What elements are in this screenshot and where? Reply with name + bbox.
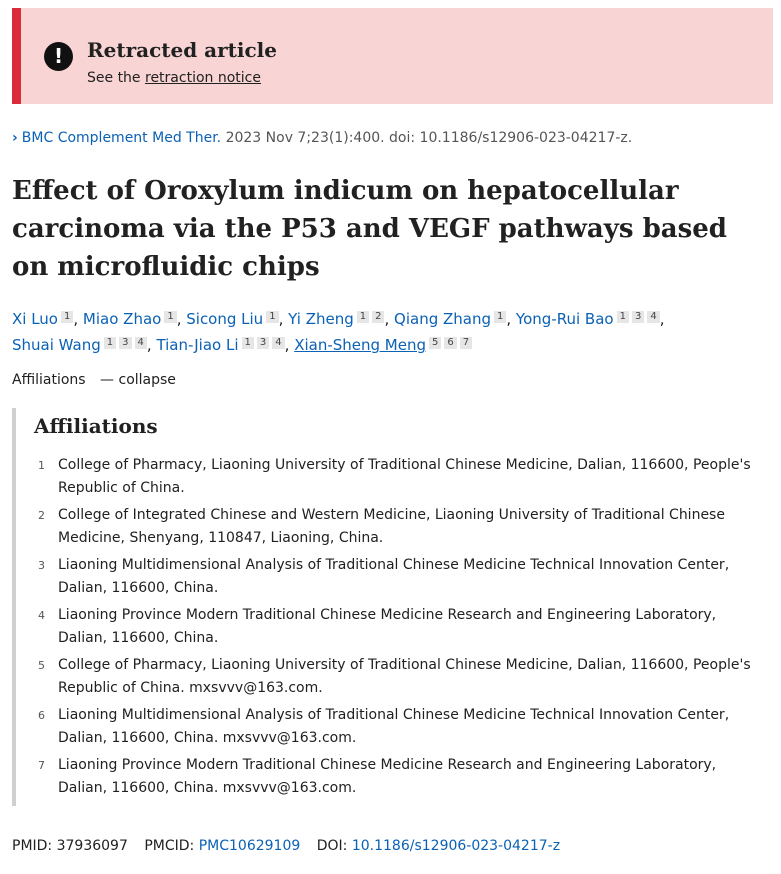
- affiliation-text: College of Pharmacy, Liaoning University of Traditional Chinese Medicine, Dalian, 116600, People's Republic of China. mxsvvv@163.com.: [58, 657, 751, 696]
- affiliation-number[interactable]: 4: [647, 311, 659, 323]
- journal-link[interactable]: BMC Complement Med Ther.: [21, 130, 222, 146]
- list-item: [38, 754, 768, 800]
- affiliation-number[interactable]: 1: [61, 311, 73, 323]
- list-item: [38, 504, 768, 550]
- affiliation-index: 2: [38, 509, 45, 522]
- retraction-banner: [12, 8, 773, 104]
- affiliation-number[interactable]: 1: [617, 311, 629, 323]
- list-item: [38, 704, 768, 750]
- pmcid-link[interactable]: PMC10629109: [198, 838, 301, 854]
- citation-details: 2023 Nov 7;23(1):400. doi: 10.1186/s12906-023-04217-z.: [221, 130, 633, 146]
- affiliation-number[interactable]: 5: [429, 337, 441, 349]
- affiliations-toggle-label: Affiliations: [12, 372, 86, 388]
- affiliation-index: 3: [38, 559, 45, 572]
- affiliation-index: 4: [38, 609, 45, 622]
- citation-line: [12, 130, 632, 146]
- affiliations-toggle[interactable]: [12, 372, 176, 388]
- affiliation-number[interactable]: 1: [266, 311, 278, 323]
- author-link[interactable]: Xi Luo: [12, 310, 58, 328]
- affiliation-index: 6: [38, 709, 45, 722]
- affiliation-text: College of Integrated Chinese and Western Medicine, Liaoning University of Traditional Chinese Medicine, Shenyang, 110847, Liaoning, China.: [58, 507, 725, 546]
- author-link[interactable]: Xian-Sheng Meng: [294, 336, 426, 354]
- affiliation-number[interactable]: 3: [632, 311, 644, 323]
- retraction-notice-link[interactable]: retraction notice: [145, 70, 261, 86]
- affiliation-number[interactable]: 1: [164, 311, 176, 323]
- affiliation-number[interactable]: 4: [272, 337, 284, 349]
- pmcid-label: PMCID:: [144, 838, 195, 854]
- affiliation-number[interactable]: 6: [444, 337, 456, 349]
- list-item: [38, 604, 768, 650]
- author-link[interactable]: Yi Zheng: [288, 310, 354, 328]
- pmid-value: 37936097: [56, 838, 128, 854]
- affiliation-number[interactable]: 3: [257, 337, 269, 349]
- identifier-line: [12, 838, 560, 854]
- pmid-label: PMID:: [12, 838, 53, 854]
- doi-label: DOI:: [316, 838, 348, 854]
- affiliation-text: Liaoning Province Modern Traditional Chinese Medicine Research and Engineering Laboratory, Dalian, 116600, China. mxsvvv@163.com.: [58, 757, 717, 796]
- affiliation-index: 7: [38, 759, 45, 772]
- author-link[interactable]: Shuai Wang: [12, 336, 101, 354]
- affiliations-heading: Affiliations: [34, 414, 158, 438]
- affiliation-number[interactable]: 7: [460, 337, 472, 349]
- affiliation-number[interactable]: 1: [494, 311, 506, 323]
- doi-link[interactable]: 10.1186/s12906-023-04217-z: [351, 838, 561, 854]
- affiliation-number[interactable]: 1: [357, 311, 369, 323]
- collapse-label: collapse: [118, 372, 176, 388]
- list-item: [38, 554, 768, 600]
- retraction-prefix: See the: [87, 70, 145, 86]
- author-link[interactable]: Qiang Zhang: [394, 310, 491, 328]
- affiliation-number[interactable]: 4: [135, 337, 147, 349]
- collapse-button[interactable]: — collapse: [100, 372, 176, 388]
- exclamation-icon: !: [44, 42, 73, 71]
- affiliation-text: Liaoning Province Modern Traditional Chinese Medicine Research and Engineering Laboratory, Dalian, 116600, China.: [58, 607, 717, 646]
- article-title: Effect of Oroxylum indicum on hepatocellular carcinoma via the P53 and VEGF pathways based on microfluidic chips: [12, 176, 727, 282]
- author-list: Xi Luo 1 , Miao Zhao 1 , Sicong Liu 1 , Yi Zheng 1 2 , Qiang Zhang 1 , Yong-Rui Bao 1 3 4 , Shuai Wang 1 3 4 , Tian-Jiao Li 1 3 4 , Xian-Sheng Meng 5 6 7: [12, 310, 665, 354]
- affiliations-list: [38, 454, 768, 804]
- affiliation-text: College of Pharmacy, Liaoning University of Traditional Chinese Medicine, Dalian, 116600, People's Republic of China.: [58, 457, 751, 496]
- list-item: [38, 654, 768, 700]
- author-link[interactable]: Miao Zhao: [82, 310, 162, 328]
- affiliation-number[interactable]: 2: [372, 311, 384, 323]
- author-link[interactable]: Tian-Jiao Li: [156, 336, 239, 354]
- list-item: [38, 454, 768, 500]
- author-link[interactable]: Yong-Rui Bao: [515, 310, 614, 328]
- chevron-right-icon[interactable]: ›: [12, 130, 18, 146]
- affiliation-text: Liaoning Multidimensional Analysis of Traditional Chinese Medicine Technical Innovation Center, Dalian, 116600, China. mxsvvv@163.com.: [58, 707, 730, 746]
- affiliations-panel: [12, 408, 772, 806]
- author-link[interactable]: Sicong Liu: [186, 310, 264, 328]
- affiliation-text: Liaoning Multidimensional Analysis of Traditional Chinese Medicine Technical Innovation Center, Dalian, 116600, China.: [58, 557, 730, 596]
- affiliation-number[interactable]: 3: [119, 337, 131, 349]
- affiliation-number[interactable]: 1: [242, 337, 254, 349]
- retraction-subtitle: [87, 70, 261, 86]
- affiliation-index: 1: [38, 459, 45, 472]
- affiliation-number[interactable]: 1: [104, 337, 116, 349]
- retraction-title: Retracted article: [87, 38, 277, 62]
- affiliation-index: 5: [38, 659, 45, 672]
